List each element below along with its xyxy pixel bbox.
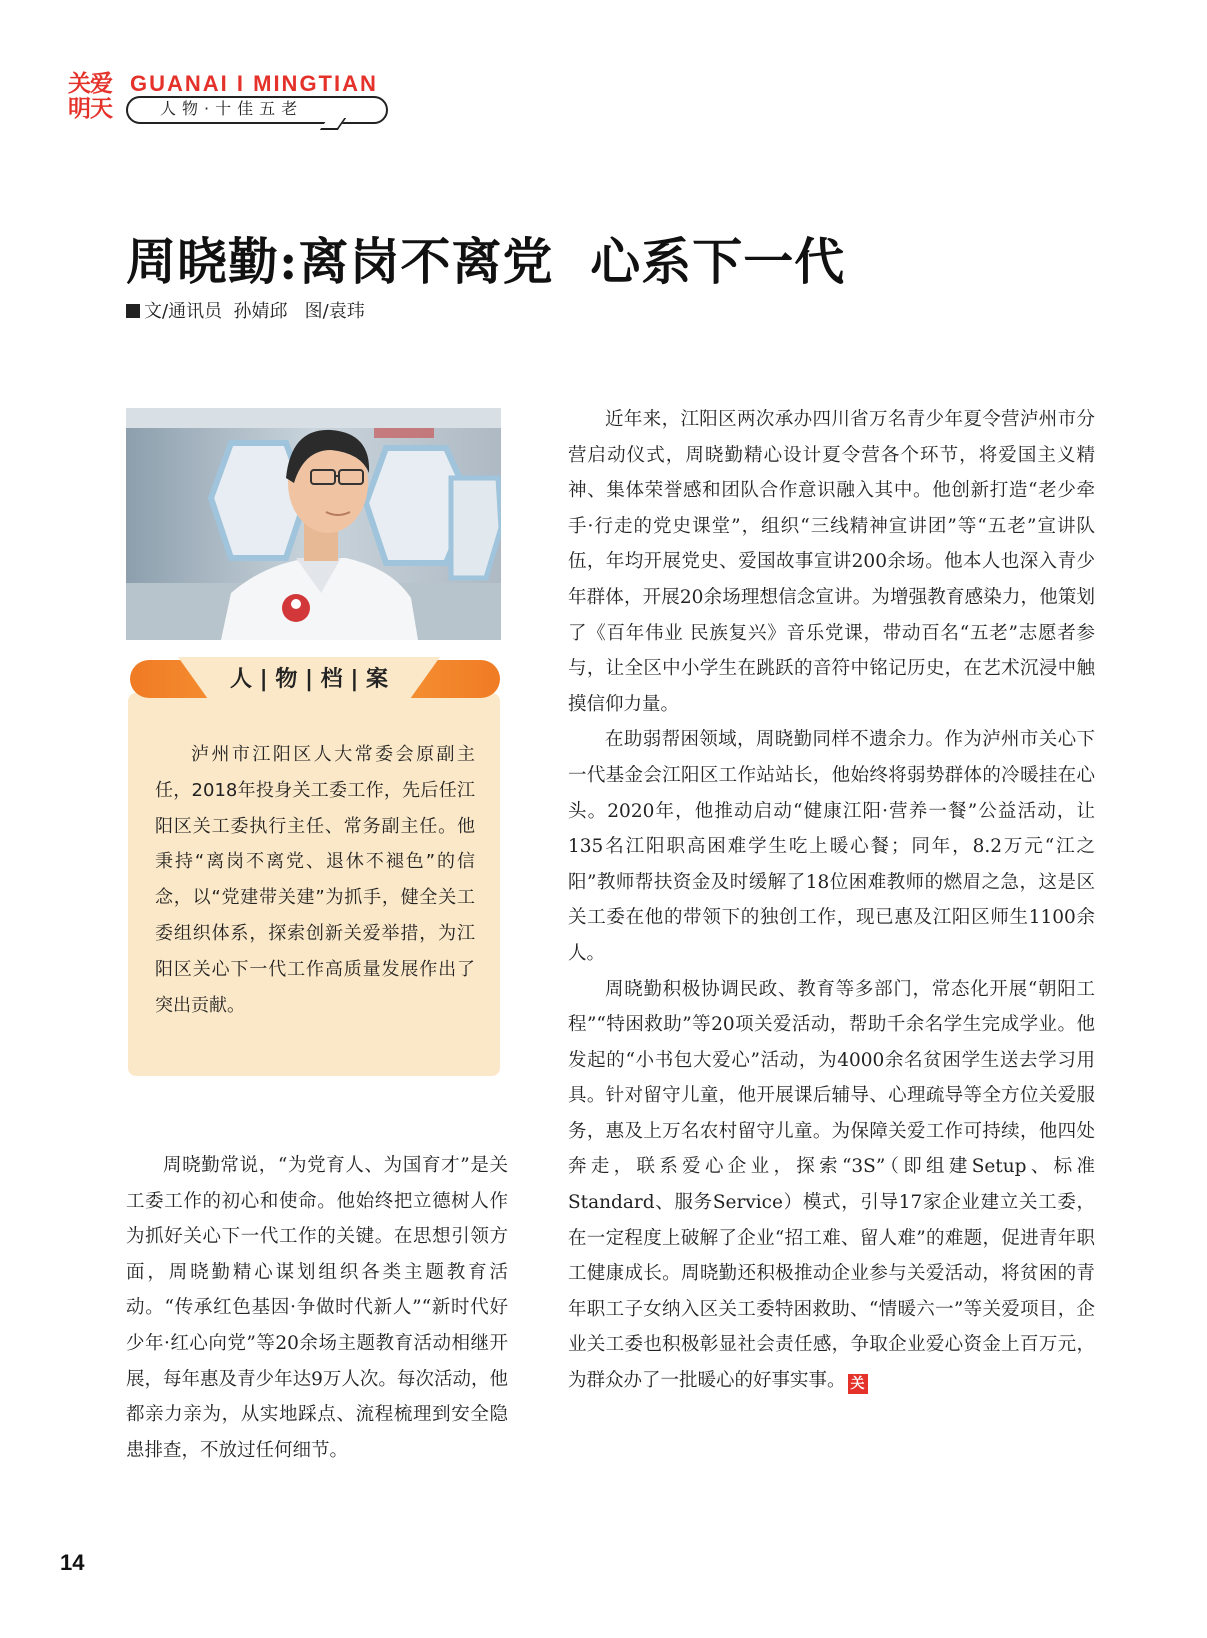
- byline-square-icon: [126, 304, 140, 318]
- body-left-column: [126, 1148, 508, 1468]
- portrait-illustration: [126, 408, 501, 640]
- body-paragraph-last: [568, 972, 1095, 1399]
- article-byline: [126, 297, 365, 323]
- body-right-column: [568, 402, 1095, 1399]
- body-paragraph-text: 周晓勤积极协调民政、教育等多部门，常态化开展“朝阳工程”“特困救助”等20项关爱活动，帮助千余名学生完成学业。他发起的“小书包大爱心”活动，为4000余名贫困学生送去学习用具。针对留守儿童，他开展课后辅导、心理疏导等全方位关爱服务，惠及上万名农村留守儿童。为保障关爱工作可持续，他四处奔走，联系爱心企业，探索“3S”（即组建Setup、标准Standard、服务Service）模式，引导17家企业建立关工委，在一定程度上破解了企业“招工难、留人难”的难题，促进青年职工健康成长。周晓勤还积极推动企业参与关爱活动，将贫困的青年职工子女纳入区关工委特困救助、“情暖六一”等关爱项目，企业关工委也积极彰显社会责任感，争取企业爱心资金上百万元，为群众办了一批暖心的好事实事。: [568, 978, 1095, 1392]
- magazine-logo-cn: 关爱明天: [68, 71, 112, 122]
- body-paragraph: 在助弱帮困领域，周晓勤同样不遗余力。作为泸州市关心下一代基金会江阳区工作站站长，他始终将弱势群体的冷暖挂在心头。2020年，他推动启动“健康江阳·营养一餐”公益活动，让135名江阳职高困难学生吃上暖心餐；同年，8.2万元“江之阳”教师帮扶资金及时缓解了18位困难教师的燃眉之急，这是区关工委在他的带领下的独创工作，现已惠及江阳区师生1100余人。: [568, 729, 1095, 964]
- section-label: 人物·十佳五老: [160, 99, 304, 118]
- page-number: 14: [60, 1550, 85, 1575]
- byline-text: 文/通讯员 孙婧邱 图/袁玮: [144, 301, 365, 322]
- profile-text: 泸州市江阳区人大常委会原副主任，2018年投身关工委工作，先后任江阳区关工委执行主任、常务副主任。他秉持“离岗不离党、退休不褪色”的信念，以“党建带关建”为抓手，健全关工委组织体系，探索创新关爱举措，为江阳区关心下一代工作高质量发展作出了突出贡献。: [155, 744, 475, 1016]
- magazine-logo-en: GUANAI I MINGTIAN: [130, 71, 378, 96]
- article-title: 周晓勤:离岗不离党 心系下一代: [126, 232, 846, 291]
- end-mark-icon: 关: [848, 1374, 868, 1394]
- body-paragraph: 周晓勤常说，“为党育人、为国育才”是关工委工作的初心和使命。他始终把立德树人作为抓好关心下一代工作的关键。在思想引领方面，周晓勤精心谋划组织各类主题教育活动。“传承红色基因·争做时代新人”“新时代好少年·红心向党”等20余场主题教育活动相继开展，每年惠及青少年达9万人次。每次活动，他都亲力亲为，从实地踩点、流程梳理到安全隐患排查，不放过任何细节。: [126, 1155, 508, 1461]
- portrait-photo: [126, 408, 501, 640]
- body-paragraph: 近年来，江阳区两次承办四川省万名青少年夏令营泸州市分营启动仪式，周晓勤精心设计夏令营各个环节，将爱国主义精神、集体荣誉感和团队合作意识融入其中。他创新打造“老少牵手·行走的党史课堂”，组织“三线精神宣讲团”等“五老”宣讲队伍，年均开展党史、爱国故事宣讲200余场。他本人也深入青少年群体，开展20余场理想信念宣讲。为增强教育感染力，他策划了《百年伟业 民族复兴》音乐党课，带动百名“五老”志愿者参与，让全区中小学生在跳跃的音符中铭记历史，在艺术沉浸中触摸信仰力量。: [568, 409, 1095, 715]
- profile-heading: 人 | 物 | 档 | 案: [229, 667, 389, 692]
